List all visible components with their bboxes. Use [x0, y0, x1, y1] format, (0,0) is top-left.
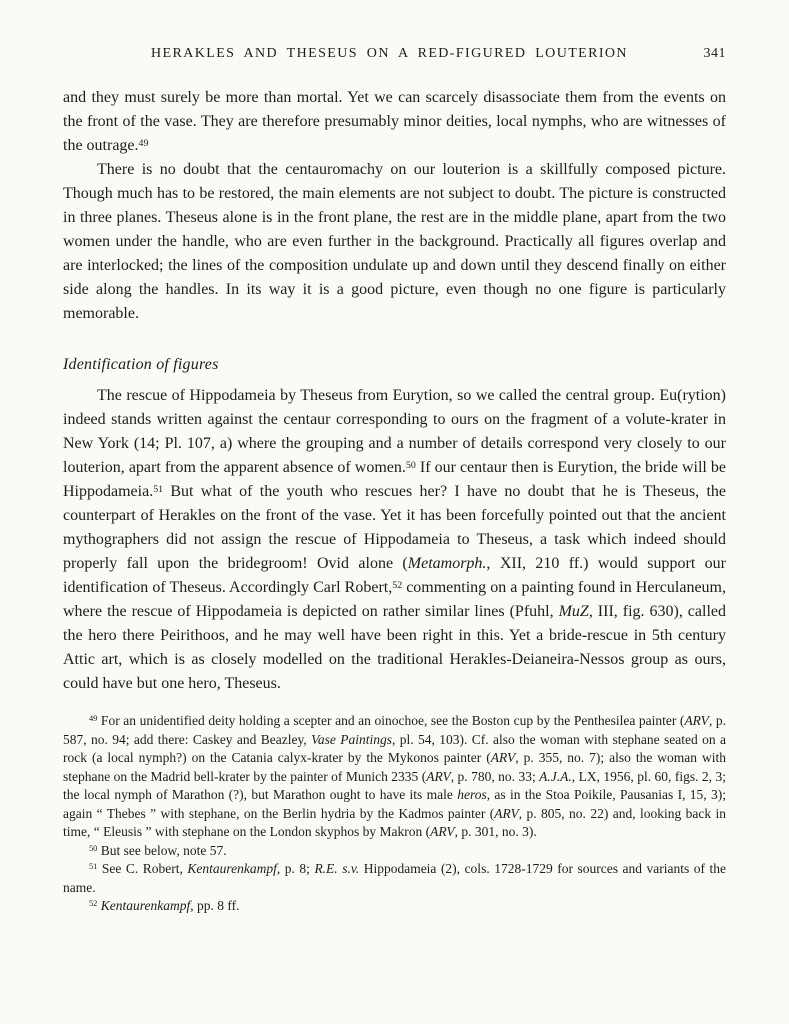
italic-text: ARV [490, 750, 516, 765]
text-run: , III, fig. 630), called the hero there Peirithoos, and he may well have been right in this. Yet a bride-rescue in 5th century Attic art, which is as closely modelled on the traditional Herakles-Deianeira-Nessos group as ours, could have but one hero, Theseus. [63, 603, 727, 692]
body-paragraph [63, 158, 726, 326]
text-run: The rescue of Hippodameia by Theseus from Eurytion, so we called the central group. Eu(rytion) indeed stands written against the centaur corresponding to ours on the fragment of a volute-krater in New York (14; Pl. 107, a) where the grouping and a number of details correspond very closely to our louterion, apart from the apparent absence of women. [63, 387, 726, 476]
text-run: , p. 780, no. 33; [450, 768, 540, 784]
text-run: Hippodameia (2), cols. 1728-1729 for sources and variants of the name. [63, 861, 726, 895]
italic-text: Metamorph. [407, 555, 487, 572]
footnote-marker: 50 [405, 459, 416, 471]
italic-text: ARV [684, 713, 709, 728]
italic-text: Vase Paintings [311, 731, 393, 747]
italic-text: Kentaurenkampf [100, 898, 191, 913]
italic-text: ARV [426, 768, 451, 784]
text-run: , LX, 1956, pl. 60, figs. 2, 3; the local nymph of Marathon (?), but Marathon ought to have its male [63, 768, 726, 802]
italic-text: A.J.A. [539, 768, 572, 784]
section-paragraphs [63, 384, 726, 696]
footnote-marker: 51 [153, 483, 164, 495]
footnote [63, 712, 726, 842]
italic-text: ARV [430, 824, 455, 839]
footnote-marker: 51 [89, 862, 98, 872]
italic-text: Kentaurenkampf [187, 861, 277, 876]
text-run: , pl. 54, 103). Cf. also the woman with stephane seated on a rock (a local nymph?) on the Catania calyx-krater by the Mykonos painter ( [63, 731, 726, 765]
footnote-marker: 52 [89, 899, 98, 909]
footnote-marker: 49 [89, 714, 98, 724]
text-run: , as in the Stoa Poikile, Pausanias I, 15, 3); again “ Thebes ” with stephane, on the Berlin hydria by the Kadmos painter ( [63, 787, 726, 821]
text-run: , p. 805, no. 22) and, looking back in time, “ Eleusis ” with stephane on the London skyphos by Makron ( [63, 805, 726, 839]
text-run: , p. 301, no. 3). [454, 824, 537, 839]
text-run: , p. 587, no. 94; add there: Caskey and Beazley, [63, 713, 727, 747]
page-number: 341 [703, 46, 726, 61]
body-paragraph [63, 384, 726, 696]
footnote [63, 897, 726, 916]
footnote-marker: 49 [138, 137, 149, 149]
footnote-marker: 52 [392, 579, 403, 591]
italic-text: R.E. s.v. [314, 861, 360, 876]
text-run: But see below, note 57. [97, 842, 227, 858]
italic-text: heros [457, 787, 487, 802]
page-header [63, 46, 726, 62]
section-heading: Identification of figures [63, 356, 219, 373]
text-run: For an unidentified deity holding a scepter and an oinochoe, see the Boston cup by the Penthesilea painter ( [97, 713, 685, 728]
article-body [63, 86, 726, 916]
text-run: There is no doubt that the centauromachy on our louterion is a skillfully composed picture. Though much has to be restored, the main elements are not subject to doubt. The picture is constructed in three planes. Theseus alone is in the front plane, the rest are in the middle plane, apart from the two women under the handle, who are even further in the background. Practically all figures overlap and are interlocked; the lines of the composition undulate up and down until they descend finally on either side along the handles. In its way it is a good picture, even though no one figure is particularly memorable. [63, 161, 726, 322]
running-title: HERAKLES AND THESEUS ON A RED-FIGURED LOUTERION [151, 46, 628, 61]
italic-text: ARV [494, 805, 519, 821]
text-run: See C. Robert, [97, 861, 188, 876]
text-run: , pp. 8 ff. [190, 898, 240, 913]
text-run: , p. 355, no. 7); also the woman with stephane on the Madrid bell-krater by the painter of Munich 2335 ( [63, 750, 726, 784]
text-run: But what of the youth who rescues her? I have no doubt that he is Theseus, the counterpart of Herakles on the front of the vase. Yet it has been forcefully pointed out that the ancient mythographers did not assign the rescue of Hippodameia to Theseus, a task which indeed should properly fall upon the bridegroom! Ovid alone ( [63, 483, 726, 572]
footnote [63, 860, 726, 897]
text-run: , XII, 210 ff.) would support our identification of Theseus. Accordingly Carl Robert, [63, 555, 726, 596]
text-run: commenting on a painting found in Herculaneum, where the rescue of Hippodameia is depicted on rather similar lines (Pfuhl, [63, 579, 726, 620]
footnotes-block [63, 712, 726, 916]
text-run: and they must surely be more than mortal. Yet we can scarcely disassociate them from the events on the front of the vase. They are therefore presumably minor deities, local nymphs, who are witnesses of the outrage. [63, 89, 726, 154]
body-paragraph [63, 86, 726, 158]
italic-text: MuZ [558, 603, 589, 620]
text-run: If our centaur then is Eurytion, the bride will be Hippodameia. [63, 459, 727, 500]
footnote [63, 842, 726, 861]
text-run: , p. 8; [276, 861, 315, 876]
footnote-marker: 50 [89, 843, 98, 853]
intro-paragraphs [63, 86, 726, 326]
